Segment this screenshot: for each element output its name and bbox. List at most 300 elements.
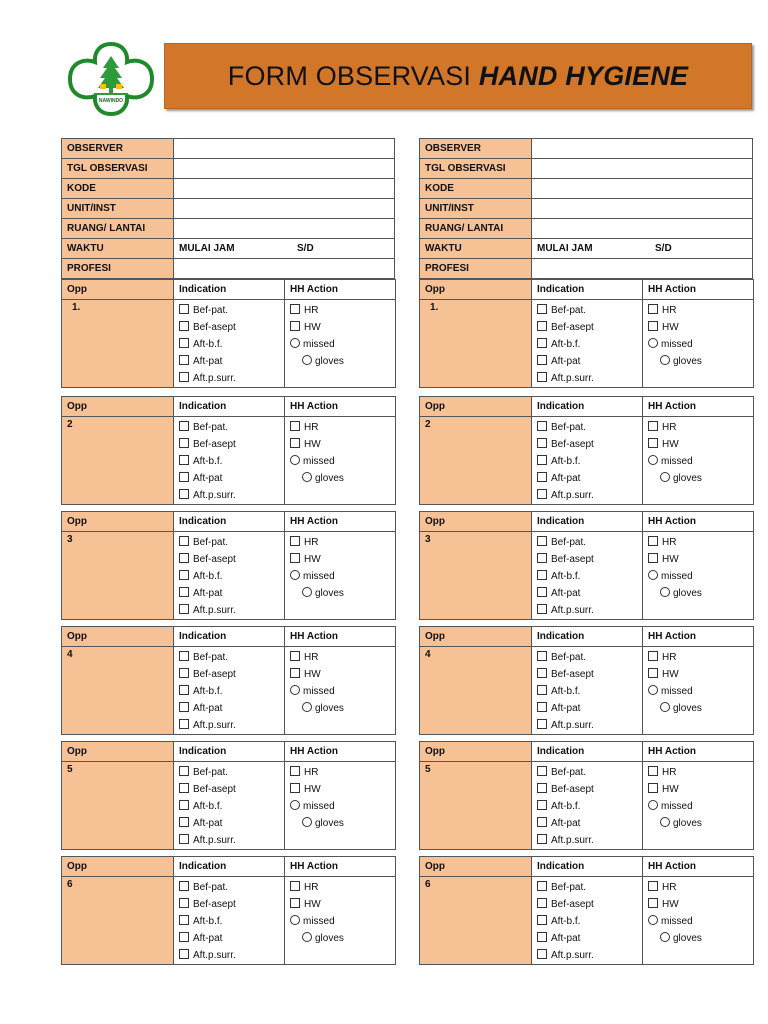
- observer-field[interactable]: [532, 139, 753, 159]
- action-option[interactable]: gloves: [290, 815, 395, 832]
- radio-icon[interactable]: [660, 355, 670, 365]
- indication-option[interactable]: Aft-pat: [537, 815, 642, 832]
- indication-option[interactable]: Bef-pat.: [537, 649, 642, 666]
- checkbox-icon[interactable]: [290, 421, 300, 431]
- checkbox-icon[interactable]: [648, 421, 658, 431]
- action-option[interactable]: HR: [290, 534, 395, 551]
- checkbox-icon[interactable]: [537, 536, 547, 546]
- radio-icon[interactable]: [648, 338, 658, 348]
- checkbox-icon[interactable]: [537, 949, 547, 959]
- indication-option[interactable]: Bef-asept: [537, 781, 642, 798]
- indication-header: Indication: [174, 627, 285, 647]
- hh-action-options: [285, 762, 396, 850]
- checkbox-icon[interactable]: [290, 438, 300, 448]
- indication-option[interactable]: Aft.p.surr.: [537, 717, 642, 734]
- action-option[interactable]: HR: [290, 879, 395, 896]
- kode-label: KODE: [420, 179, 532, 199]
- radio-icon[interactable]: [648, 685, 658, 695]
- action-option[interactable]: HR: [290, 419, 395, 436]
- indication-option[interactable]: Aft-pat: [537, 930, 642, 947]
- indication-option[interactable]: Aft.p.surr.: [179, 947, 284, 964]
- indication-option[interactable]: Bef-asept: [179, 781, 284, 798]
- indication-option[interactable]: Aft.p.surr.: [537, 947, 642, 964]
- indication-option[interactable]: Bef-asept: [179, 551, 284, 568]
- indication-option[interactable]: Aft-b.f.: [537, 798, 642, 815]
- checkbox-icon[interactable]: [648, 321, 658, 331]
- indication-options: [174, 300, 285, 388]
- checkbox-icon[interactable]: [179, 685, 189, 695]
- checkbox-icon[interactable]: [179, 355, 189, 365]
- kode-field[interactable]: [174, 179, 395, 199]
- waktu-field[interactable]: [532, 239, 753, 259]
- action-option[interactable]: HR: [648, 764, 753, 781]
- checkbox-icon[interactable]: [179, 949, 189, 959]
- checkbox-icon[interactable]: [537, 800, 547, 810]
- indication-options: [532, 647, 643, 735]
- indication-option[interactable]: Aft-pat: [537, 585, 642, 602]
- indication-option[interactable]: Bef-asept: [537, 436, 642, 453]
- observer-label: OBSERVER: [62, 139, 174, 159]
- indication-option[interactable]: Aft-b.f.: [179, 453, 284, 470]
- action-option[interactable]: missed: [648, 336, 753, 353]
- action-option[interactable]: gloves: [290, 470, 395, 487]
- checkbox-icon[interactable]: [179, 783, 189, 793]
- opp-number: 4: [420, 647, 532, 735]
- indication-options: [532, 417, 643, 505]
- ruang-lantai-label: RUANG/ LANTAI: [62, 219, 174, 239]
- indication-option[interactable]: Bef-asept: [537, 896, 642, 913]
- action-option[interactable]: HW: [290, 896, 395, 913]
- mulai-jam-label: MULAI JAM: [537, 243, 593, 254]
- action-option[interactable]: gloves: [648, 353, 753, 370]
- radio-icon[interactable]: [290, 800, 300, 810]
- radio-icon[interactable]: [290, 915, 300, 925]
- identity-table: [419, 138, 753, 279]
- checkbox-icon[interactable]: [179, 766, 189, 776]
- checkbox-icon[interactable]: [179, 604, 189, 614]
- indication-option[interactable]: Aft-b.f.: [179, 336, 284, 353]
- radio-icon[interactable]: [290, 338, 300, 348]
- indication-option[interactable]: Bef-pat.: [537, 302, 642, 319]
- checkbox-icon[interactable]: [179, 455, 189, 465]
- checkbox-icon[interactable]: [648, 651, 658, 661]
- checkbox-icon[interactable]: [648, 304, 658, 314]
- indication-options: [532, 762, 643, 850]
- unit-inst-label: UNIT/INST: [420, 199, 532, 219]
- checkbox-icon[interactable]: [648, 881, 658, 891]
- indication-option[interactable]: Bef-pat.: [537, 879, 642, 896]
- indication-option[interactable]: Aft-pat: [179, 930, 284, 947]
- checkbox-icon[interactable]: [537, 719, 547, 729]
- action-option[interactable]: HR: [648, 649, 753, 666]
- action-option[interactable]: HR: [648, 419, 753, 436]
- checkbox-icon[interactable]: [179, 489, 189, 499]
- action-option[interactable]: HW: [648, 896, 753, 913]
- checkbox-icon[interactable]: [537, 553, 547, 563]
- opp-number: 1.: [420, 300, 532, 388]
- radio-icon[interactable]: [290, 455, 300, 465]
- action-option[interactable]: missed: [290, 798, 395, 815]
- checkbox-icon[interactable]: [537, 304, 547, 314]
- indication-option[interactable]: Aft.p.surr.: [537, 370, 642, 387]
- opp-header: Opp: [62, 627, 174, 647]
- opp-number: 4: [62, 647, 174, 735]
- unit-inst-field[interactable]: [532, 199, 753, 219]
- opp-header: Opp: [420, 397, 532, 417]
- mulai-jam-label: MULAI JAM: [179, 243, 235, 254]
- radio-icon[interactable]: [648, 455, 658, 465]
- checkbox-icon[interactable]: [537, 685, 547, 695]
- indication-option[interactable]: Bef-asept: [179, 896, 284, 913]
- radio-icon[interactable]: [648, 800, 658, 810]
- hh-action-header: HH Action: [643, 397, 754, 417]
- action-option[interactable]: missed: [648, 913, 753, 930]
- checkbox-icon[interactable]: [537, 783, 547, 793]
- indication-option[interactable]: Bef-pat.: [179, 764, 284, 781]
- indication-option[interactable]: Bef-pat.: [537, 534, 642, 551]
- action-option[interactable]: HW: [290, 319, 395, 336]
- checkbox-icon[interactable]: [537, 898, 547, 908]
- indication-option[interactable]: Bef-asept: [179, 319, 284, 336]
- checkbox-icon[interactable]: [537, 570, 547, 580]
- checkbox-icon[interactable]: [537, 355, 547, 365]
- indication-option[interactable]: Aft-b.f.: [537, 336, 642, 353]
- radio-icon[interactable]: [660, 587, 670, 597]
- indication-options: [532, 300, 643, 388]
- indication-option[interactable]: Aft-pat: [179, 353, 284, 370]
- radio-icon[interactable]: [290, 570, 300, 580]
- checkbox-icon[interactable]: [179, 932, 189, 942]
- sd-label: S/D: [297, 243, 314, 254]
- indication-header: Indication: [174, 857, 285, 877]
- hh-action-options: [285, 877, 396, 965]
- indication-option[interactable]: Bef-pat.: [179, 534, 284, 551]
- action-option[interactable]: gloves: [648, 930, 753, 947]
- ruang-lantai-field[interactable]: [174, 219, 395, 239]
- checkbox-icon[interactable]: [537, 338, 547, 348]
- indication-option[interactable]: Aft.p.surr.: [179, 370, 284, 387]
- checkbox-icon[interactable]: [537, 817, 547, 827]
- checkbox-icon[interactable]: [179, 438, 189, 448]
- checkbox-icon[interactable]: [537, 668, 547, 678]
- kode-field[interactable]: [532, 179, 753, 199]
- radio-icon[interactable]: [302, 587, 312, 597]
- indication-option[interactable]: Aft-pat: [537, 470, 642, 487]
- radio-icon[interactable]: [302, 472, 312, 482]
- action-option[interactable]: HW: [290, 666, 395, 683]
- indication-option[interactable]: Aft.p.surr.: [537, 602, 642, 619]
- radio-icon[interactable]: [660, 702, 670, 712]
- checkbox-icon[interactable]: [648, 536, 658, 546]
- checkbox-icon[interactable]: [179, 881, 189, 891]
- action-option[interactable]: missed: [648, 568, 753, 585]
- opp-number: 5: [420, 762, 532, 850]
- checkbox-icon[interactable]: [179, 553, 189, 563]
- opportunity-block: [61, 396, 396, 505]
- action-option[interactable]: HR: [290, 649, 395, 666]
- action-option[interactable]: HR: [648, 302, 753, 319]
- hh-action-header: HH Action: [643, 742, 754, 762]
- action-option[interactable]: HW: [290, 436, 395, 453]
- indication-option[interactable]: Aft-pat: [537, 353, 642, 370]
- action-option[interactable]: missed: [290, 913, 395, 930]
- action-option[interactable]: missed: [648, 453, 753, 470]
- checkbox-icon[interactable]: [179, 800, 189, 810]
- hh-action-header: HH Action: [285, 280, 396, 300]
- action-option[interactable]: HR: [290, 764, 395, 781]
- radio-icon[interactable]: [302, 355, 312, 365]
- radio-icon[interactable]: [302, 702, 312, 712]
- checkbox-icon[interactable]: [648, 898, 658, 908]
- checkbox-icon[interactable]: [179, 304, 189, 314]
- indication-option[interactable]: Bef-pat.: [537, 419, 642, 436]
- indication-option[interactable]: Aft-b.f.: [179, 683, 284, 700]
- profesi-field[interactable]: [174, 259, 395, 279]
- hh-action-options: [643, 417, 754, 505]
- checkbox-icon[interactable]: [290, 898, 300, 908]
- indication-option[interactable]: Aft.p.surr.: [179, 602, 284, 619]
- action-option[interactable]: HR: [648, 879, 753, 896]
- tgl-observasi-field[interactable]: [532, 159, 753, 179]
- checkbox-icon[interactable]: [537, 702, 547, 712]
- indication-option[interactable]: Aft.p.surr.: [179, 717, 284, 734]
- opportunity-block: [419, 396, 754, 505]
- checkbox-icon[interactable]: [537, 881, 547, 891]
- indication-option[interactable]: Aft-b.f.: [537, 568, 642, 585]
- checkbox-icon[interactable]: [537, 372, 547, 382]
- indication-header: Indication: [174, 397, 285, 417]
- checkbox-icon[interactable]: [290, 321, 300, 331]
- action-option[interactable]: missed: [290, 336, 395, 353]
- checkbox-icon[interactable]: [537, 421, 547, 431]
- indication-option[interactable]: Bef-pat.: [179, 649, 284, 666]
- hh-action-options: [285, 300, 396, 388]
- unit-inst-field[interactable]: [174, 199, 395, 219]
- hh-action-options: [285, 417, 396, 505]
- action-option[interactable]: missed: [290, 568, 395, 585]
- radio-icon[interactable]: [302, 817, 312, 827]
- checkbox-icon[interactable]: [179, 834, 189, 844]
- checkbox-icon[interactable]: [179, 668, 189, 678]
- action-option[interactable]: gloves: [290, 353, 395, 370]
- observation-form-right: [419, 138, 753, 965]
- checkbox-icon[interactable]: [179, 915, 189, 925]
- indication-option[interactable]: Aft-b.f.: [179, 798, 284, 815]
- hh-action-options: [643, 647, 754, 735]
- indication-option[interactable]: Aft.p.surr.: [179, 487, 284, 504]
- indication-header: Indication: [532, 742, 643, 762]
- hh-action-header: HH Action: [643, 627, 754, 647]
- indication-option[interactable]: Aft-b.f.: [537, 913, 642, 930]
- indication-header: Indication: [532, 280, 643, 300]
- indication-option[interactable]: Aft.p.surr.: [537, 832, 642, 849]
- radio-icon[interactable]: [302, 932, 312, 942]
- action-option[interactable]: HW: [290, 781, 395, 798]
- checkbox-icon[interactable]: [179, 651, 189, 661]
- checkbox-icon[interactable]: [290, 536, 300, 546]
- indication-option[interactable]: Bef-asept: [179, 436, 284, 453]
- checkbox-icon[interactable]: [537, 651, 547, 661]
- indication-option[interactable]: Bef-asept: [537, 551, 642, 568]
- hh-action-options: [285, 532, 396, 620]
- hh-action-options: [643, 877, 754, 965]
- indication-option[interactable]: Aft-b.f.: [179, 568, 284, 585]
- hh-action-options: [643, 532, 754, 620]
- checkbox-icon[interactable]: [179, 719, 189, 729]
- checkbox-icon[interactable]: [179, 421, 189, 431]
- checkbox-icon[interactable]: [537, 455, 547, 465]
- svg-text:NAWINDO: NAWINDO: [98, 98, 124, 104]
- opportunity-block: [419, 511, 754, 620]
- hh-action-header: HH Action: [285, 857, 396, 877]
- action-option[interactable]: gloves: [648, 585, 753, 602]
- checkbox-icon[interactable]: [179, 338, 189, 348]
- checkbox-icon[interactable]: [179, 472, 189, 482]
- checkbox-icon[interactable]: [179, 898, 189, 908]
- checkbox-icon[interactable]: [648, 783, 658, 793]
- checkbox-icon[interactable]: [537, 321, 547, 331]
- hh-action-header: HH Action: [285, 742, 396, 762]
- checkbox-icon[interactable]: [537, 766, 547, 776]
- checkbox-icon[interactable]: [290, 553, 300, 563]
- checkbox-icon[interactable]: [179, 536, 189, 546]
- indication-option[interactable]: Aft-pat: [179, 470, 284, 487]
- indication-option[interactable]: Aft.p.surr.: [179, 832, 284, 849]
- indication-option[interactable]: Bef-asept: [537, 666, 642, 683]
- action-option[interactable]: gloves: [290, 700, 395, 717]
- checkbox-icon[interactable]: [179, 587, 189, 597]
- checkbox-icon[interactable]: [290, 783, 300, 793]
- indication-option[interactable]: Aft-b.f.: [537, 683, 642, 700]
- opp-number: 2: [420, 417, 532, 505]
- action-option[interactable]: missed: [290, 683, 395, 700]
- action-option[interactable]: HW: [648, 436, 753, 453]
- checkbox-icon[interactable]: [290, 881, 300, 891]
- observer-label: OBSERVER: [420, 139, 532, 159]
- radio-icon[interactable]: [648, 915, 658, 925]
- hh-action-header: HH Action: [643, 512, 754, 532]
- checkbox-icon[interactable]: [537, 438, 547, 448]
- indication-option[interactable]: Bef-asept: [179, 666, 284, 683]
- checkbox-icon[interactable]: [179, 321, 189, 331]
- checkbox-icon[interactable]: [179, 817, 189, 827]
- opportunity-block: [419, 741, 754, 850]
- action-option[interactable]: HR: [648, 534, 753, 551]
- identity-table: [61, 138, 395, 279]
- hh-action-header: HH Action: [285, 397, 396, 417]
- opportunity-block: [61, 741, 396, 850]
- action-option[interactable]: missed: [290, 453, 395, 470]
- checkbox-icon[interactable]: [290, 304, 300, 314]
- opp-number: 5: [62, 762, 174, 850]
- profesi-label: PROFESI: [62, 259, 174, 279]
- checkbox-icon[interactable]: [179, 372, 189, 382]
- ruang-lantai-field[interactable]: [532, 219, 753, 239]
- indication-option[interactable]: Bef-pat.: [179, 302, 284, 319]
- indication-option[interactable]: Bef-pat.: [537, 764, 642, 781]
- checkbox-icon[interactable]: [537, 489, 547, 499]
- opportunity-block: [61, 856, 396, 965]
- observer-field[interactable]: [174, 139, 395, 159]
- action-option[interactable]: HR: [290, 302, 395, 319]
- unit-inst-label: UNIT/INST: [62, 199, 174, 219]
- radio-icon[interactable]: [660, 817, 670, 827]
- action-option[interactable]: gloves: [290, 930, 395, 947]
- opp-number: 3: [420, 532, 532, 620]
- profesi-field[interactable]: [532, 259, 753, 279]
- opp-header: Opp: [62, 512, 174, 532]
- indication-options: [174, 762, 285, 850]
- checkbox-icon[interactable]: [537, 604, 547, 614]
- checkbox-icon[interactable]: [537, 915, 547, 925]
- opp-header: Opp: [420, 512, 532, 532]
- action-option[interactable]: HW: [648, 666, 753, 683]
- indication-option[interactable]: Bef-pat.: [179, 419, 284, 436]
- action-option[interactable]: gloves: [290, 585, 395, 602]
- checkbox-icon[interactable]: [290, 651, 300, 661]
- checkbox-icon[interactable]: [537, 472, 547, 482]
- tgl-observasi-field[interactable]: [174, 159, 395, 179]
- checkbox-icon[interactable]: [648, 438, 658, 448]
- action-option[interactable]: missed: [648, 798, 753, 815]
- indication-option[interactable]: Aft-b.f.: [537, 453, 642, 470]
- action-option[interactable]: HW: [290, 551, 395, 568]
- action-option[interactable]: gloves: [648, 470, 753, 487]
- checkbox-icon[interactable]: [648, 766, 658, 776]
- indication-option[interactable]: Aft-b.f.: [179, 913, 284, 930]
- indication-options: [532, 532, 643, 620]
- indication-option[interactable]: Bef-asept: [537, 319, 642, 336]
- indication-header: Indication: [174, 280, 285, 300]
- indication-option[interactable]: Aft-pat: [179, 815, 284, 832]
- indication-option[interactable]: Aft-pat: [179, 585, 284, 602]
- opp-header: Opp: [420, 280, 532, 300]
- checkbox-icon[interactable]: [290, 766, 300, 776]
- indication-options: [174, 532, 285, 620]
- checkbox-icon[interactable]: [537, 587, 547, 597]
- opp-number: 1.: [62, 300, 174, 388]
- indication-option[interactable]: Aft-pat: [179, 700, 284, 717]
- indication-header: Indication: [532, 627, 643, 647]
- action-option[interactable]: gloves: [648, 815, 753, 832]
- hospital-logo: [64, 38, 158, 120]
- opp-header: Opp: [62, 857, 174, 877]
- radio-icon[interactable]: [660, 932, 670, 942]
- checkbox-icon[interactable]: [648, 553, 658, 563]
- action-option[interactable]: gloves: [648, 700, 753, 717]
- radio-icon[interactable]: [660, 472, 670, 482]
- opp-header: Opp: [62, 280, 174, 300]
- opp-header: Opp: [420, 742, 532, 762]
- waktu-label: WAKTU: [62, 239, 174, 259]
- indication-option[interactable]: Aft.p.surr.: [537, 487, 642, 504]
- radio-icon[interactable]: [648, 570, 658, 580]
- checkbox-icon[interactable]: [648, 668, 658, 678]
- action-option[interactable]: HW: [648, 319, 753, 336]
- action-option[interactable]: HW: [648, 781, 753, 798]
- waktu-field[interactable]: [174, 239, 395, 259]
- indication-option[interactable]: Aft-pat: [537, 700, 642, 717]
- checkbox-icon[interactable]: [537, 932, 547, 942]
- checkbox-icon[interactable]: [537, 834, 547, 844]
- action-option[interactable]: missed: [648, 683, 753, 700]
- checkbox-icon[interactable]: [290, 668, 300, 678]
- checkbox-icon[interactable]: [179, 702, 189, 712]
- action-option[interactable]: HW: [648, 551, 753, 568]
- indication-option[interactable]: Bef-pat.: [179, 879, 284, 896]
- radio-icon[interactable]: [290, 685, 300, 695]
- checkbox-icon[interactable]: [179, 570, 189, 580]
